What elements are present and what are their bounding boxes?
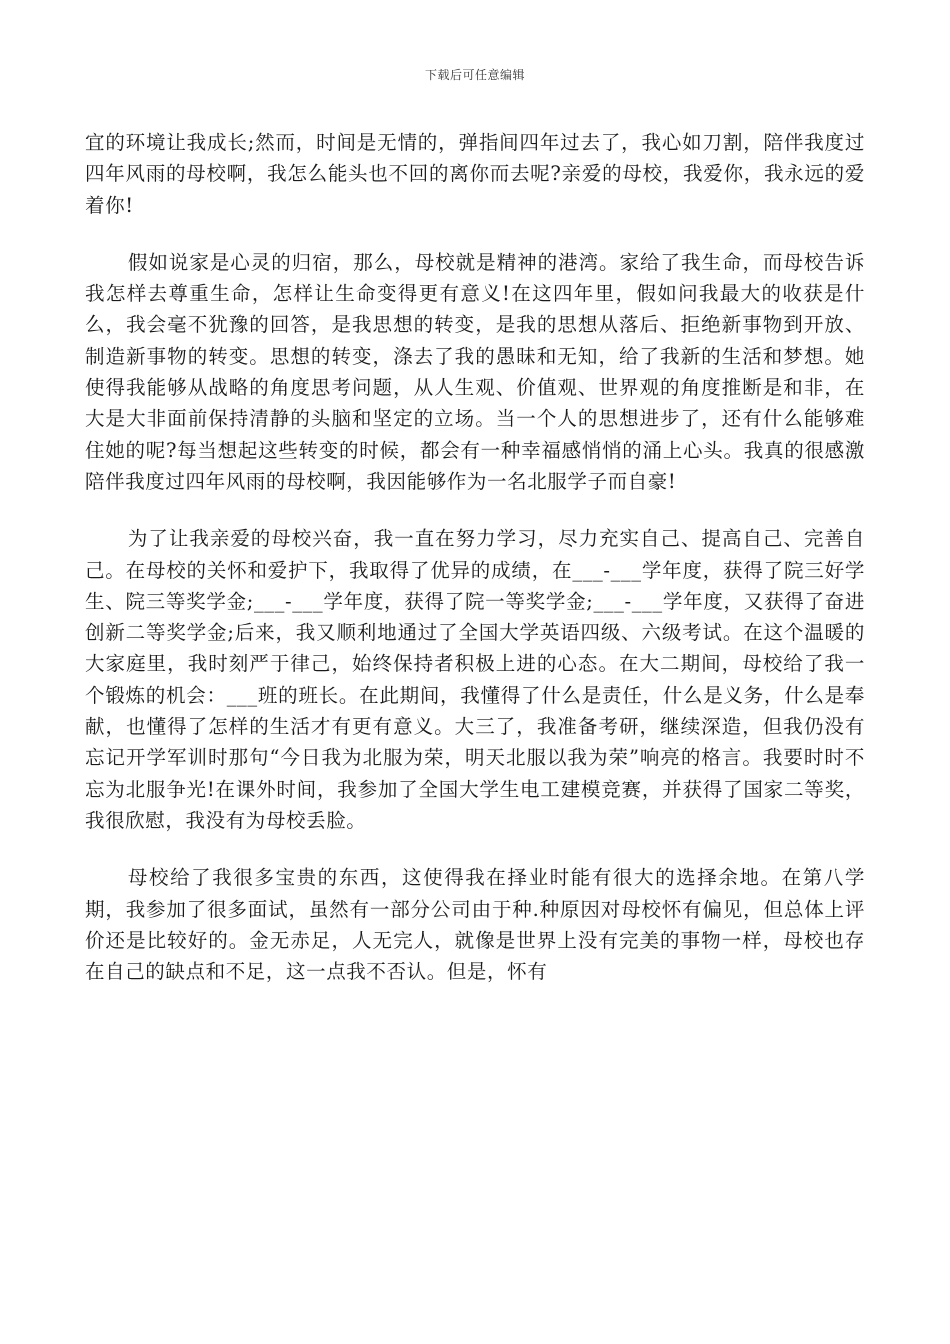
- paragraph-1: 宜的环境让我成长;然而，时间是无情的，弹指间四年过去了，我心如刀割，陪伴我度过四年风雨的母校啊，我怎么能头也不回的离你而去呢?亲爱的母校，我爱你，我永远的爱着你!: [85, 131, 865, 217]
- paragraph-3: 为了让我亲爱的母校兴奋，我一直在努力学习，尽力充实自己、提高自己、完善自己。在母校的关怀和爱护下，我取得了优异的成绩，在___-___学年度，获得了院三好学生、院三等奖学金;___-___学年度，获得了院一等奖学金;___-___学年度，又获得了奋进创新二等奖学金;后来，我又顺利地通过了全国大学英语四级、六级考试。在这个温暖的大家庭里，我时刻严于律己，始终保持者积极上进的心态。在大二期间，母校给了我一个锻炼的机会：___班的班长。在此期间，我懂得了什么是责任，什么是义务，什么是奉献，也懂得了怎样的生活才有更有意义。大三了，我准备考研，继续深造，但我仍没有忘记开学军训时那句“今日我为北服为荣，明天北服以我为荣”响亮的格言。我要时时不忘为北服争光!在课外时间，我参加了全国大学生电工建模竞赛，并获得了国家二等奖，我很欣慰，我没有为母校丢脸。: [85, 527, 865, 832]
- document-body: [85, 127, 865, 1013]
- page-header: 下载后可任意编辑: [424, 68, 525, 82]
- paragraph-4: 母校给了我很多宝贵的东西，这使得我在择业时能有很大的选择余地。在第八学期，我参加了很多面试，虽然有一部分公司由于种.种原因对母校怀有偏见，但总体上评价还是比较好的。金无赤足，人无完人，就像是世界上没有完美的事物一样，母校也存在自己的缺点和不足，这一点我不否认。但是，怀有: [85, 866, 865, 984]
- paragraph-2: 假如说家是心灵的归宿，那么，母校就是精神的港湾。家给了我生命，而母校告诉我怎样去尊重生命，怎样让生命变得更有意义!在这四年里，假如问我最大的收获是什么，我会毫不犹豫的回答，是我思想的转变，是我的思想从落后、拒绝新事物到开放、制造新事物的转变。思想的转变，涤去了我的愚昧和无知，给了我新的生活和梦想。她使得我能够从战略的角度思考问题，从人生观、价值观、世界观的角度推断是和非，在大是大非面前保持清静的头脑和坚定的立场。当一个人的思想进步了，还有什么能够难住她的呢?每当想起这些转变的时候，都会有一种幸福感悄悄的涌上心头。我真的很感激陪伴我度过四年风雨的母校啊，我因能够作为一名北服学子而自豪!: [85, 250, 865, 493]
